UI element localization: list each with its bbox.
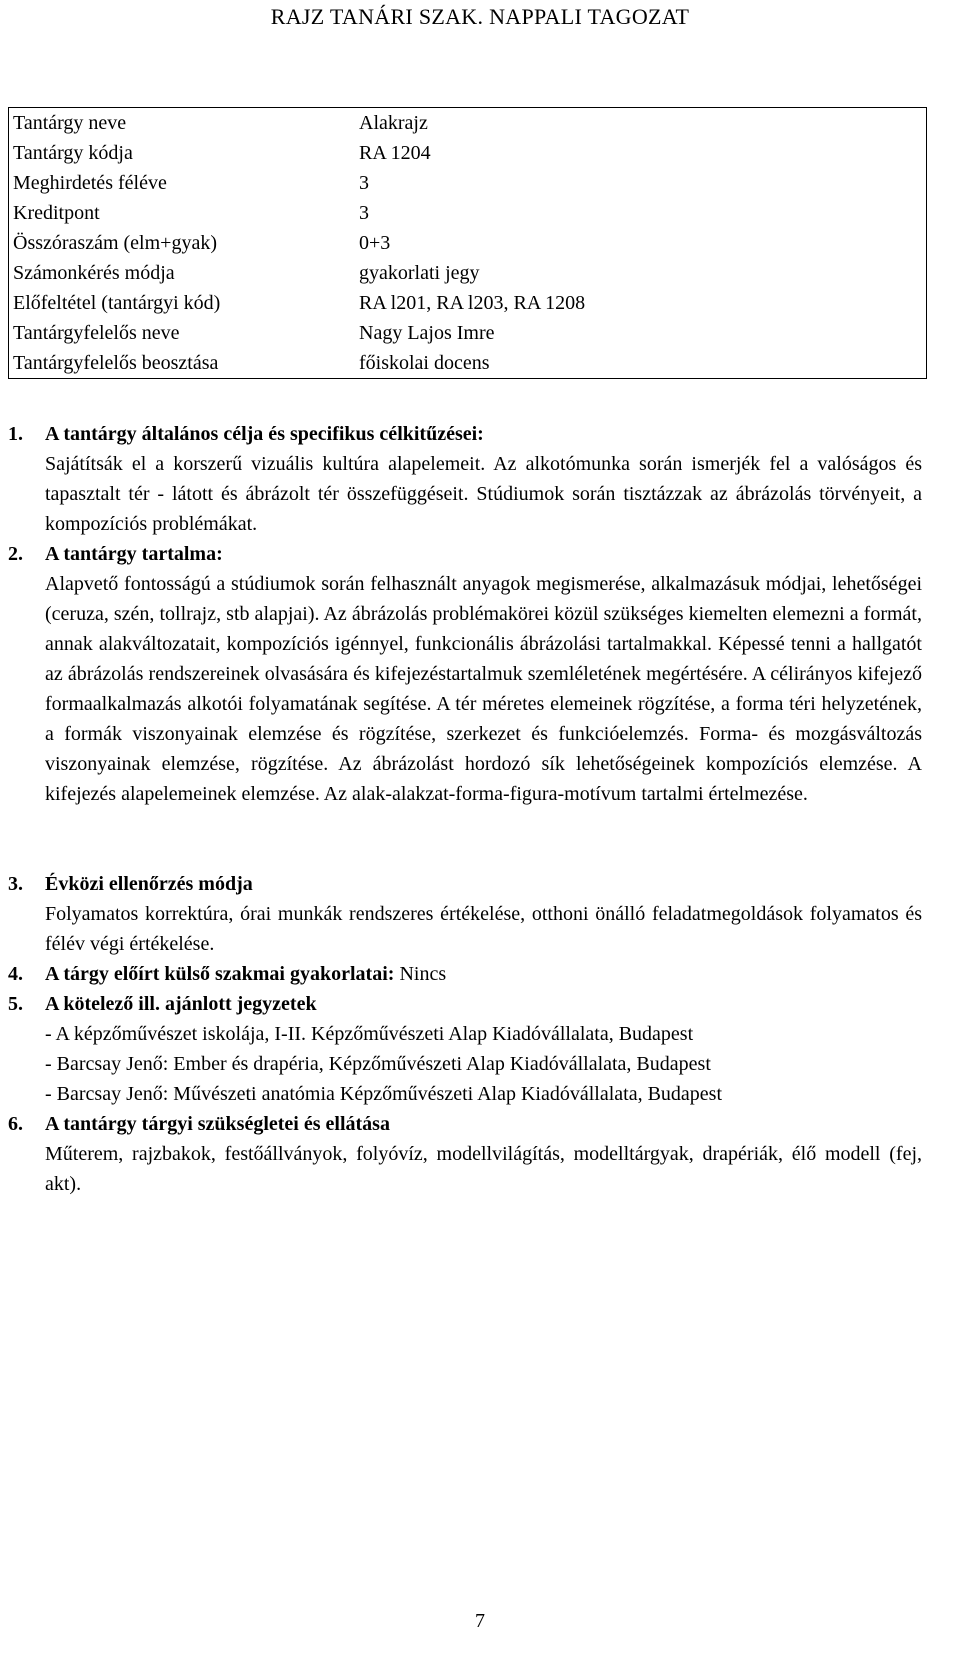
section-1-body: Sajátítsák el a korszerű vizuális kultúra alapelemeit. Az alkotómunka során ismerjék fel a valóságos és tapasztalt tér - látott és ábrázolt tér összefüggéseit. Stúdiumok során tisztázzak az ábrázolás törvényeit, a kompozíciós problémákat.: [45, 453, 922, 535]
info-value: RA l201, RA l203, RA 1208: [359, 292, 586, 314]
info-value: 0+3: [359, 232, 391, 254]
info-row: [9, 168, 927, 198]
section-6-number: 6.: [8, 1113, 23, 1135]
section-3-body: Folyamatos korrektúra, órai munkák rendszeres értékelése, otthoni önálló feladatmegoldások folyamatos és félév végi értékelése.: [45, 903, 922, 955]
section-4-value: Nincs: [399, 963, 447, 985]
section-5-number: 5.: [8, 993, 23, 1015]
info-value: főiskolai docens: [359, 352, 490, 374]
info-row: [9, 288, 927, 318]
section-6: [8, 1109, 922, 1199]
section-1-heading: [8, 419, 922, 449]
section-6-title: A tantárgy tárgyi szükségletei és ellátása: [45, 1113, 390, 1135]
section-5: [8, 989, 922, 1109]
section-1: [8, 419, 922, 539]
info-label: Tantárgy kódja: [13, 142, 133, 164]
section-3: [8, 869, 922, 959]
info-value: 3: [359, 172, 369, 194]
info-row: [9, 228, 927, 258]
section-5-list: [8, 1019, 922, 1109]
section-2-heading: [8, 539, 922, 569]
section-3-heading: [8, 869, 922, 899]
section-2-title: A tantárgy tartalma:: [45, 543, 223, 565]
info-value: 3: [359, 202, 369, 224]
section-5-title: A kötelező ill. ajánlott jegyzetek: [45, 993, 317, 1015]
section-6-body: Műterem, rajzbakok, festőállványok, folyóvíz, modellvilágítás, modelltárgyak, drapériák, élő modell (fej, akt).: [45, 1143, 922, 1195]
section-1-title: A tantárgy általános célja és specifikus célkitűzései:: [45, 423, 484, 445]
reference-item: - A képzőművészet iskolája, I-II. Képzőművészeti Alap Kiadóvállalata, Budapest: [45, 1023, 694, 1045]
info-label: Kreditpont: [13, 202, 100, 224]
page-number: 7: [475, 1610, 485, 1632]
section-2-body: Alapvető fontosságú a stúdiumok során felhasznált anyagok megismerése, alkalmazásuk módjai, lehetőségei (ceruza, szén, tollrajz, stb alapjai). Az ábrázolás problémakörei közül szükséges kiemelten elemezni a formát, annak alakváltozatait, kompozíciós igénnyel, funkcionális ábrázolási tartalmakkal. Képessé tenni a hallgatót az ábrázolás rendszereinek olvasására és kifejezéstartalmuk szemléletének megértésére. A célirányos kifejező formaalkalmazás alkotói folyamatának segítése. A tér méretes elemeinek rögzítése, a forma téri helyzetének, a formák viszonyainak elemzése és rögzítése, szerkezet és funkcióelemzés. Forma- és mozgásváltozás viszonyainak elemzése, rögzítése. Az ábrázolást hordozó sík lehetőségeinek kompozíciós elemzése. A kifejezés alapelemeinek elemzése. Az alak-alakzat-forma-figura-motívum tartalmi értelmezése.: [45, 573, 922, 805]
section-3-number: 3.: [8, 873, 23, 895]
section-2: [8, 539, 922, 809]
info-value: gyakorlati jegy: [359, 262, 480, 284]
section-3-title: Évközi ellenőrzés módja: [45, 873, 253, 895]
course-info-table: [8, 107, 927, 379]
section-6-heading: [8, 1109, 922, 1139]
page-header: RAJZ TANÁRI SZAK. NAPPALI TAGOZAT: [270, 4, 690, 29]
section-4-title: A tárgy előírt külső szakmai gyakorlatai:: [45, 963, 395, 985]
info-value: Nagy Lajos Imre: [359, 322, 495, 344]
section-4-number: 4.: [8, 963, 23, 985]
info-label: Tantárgy neve: [13, 112, 127, 134]
info-row: [9, 198, 927, 228]
info-row: [9, 258, 927, 288]
section-4-heading: [8, 959, 922, 989]
section-5-heading: [8, 989, 922, 1019]
info-value: Alakrajz: [359, 112, 428, 134]
info-label: Előfeltétel (tantárgyi kód): [13, 292, 221, 314]
section-4: [8, 959, 922, 989]
info-label: Összóraszám (elm+gyak): [13, 232, 217, 254]
info-row: [9, 318, 927, 348]
reference-item: - Barcsay Jenő: Ember és drapéria, Képzőművészeti Alap Kiadóvállalata, Budapest: [45, 1053, 711, 1075]
info-label: Tantárgyfelelős beosztása: [13, 352, 219, 374]
info-row: [9, 108, 927, 139]
section-2-number: 2.: [8, 543, 23, 565]
info-value: RA 1204: [359, 142, 431, 164]
info-label: Tantárgyfelelős neve: [13, 322, 180, 344]
reference-item: - Barcsay Jenő: Művészeti anatómia Képzőművészeti Alap Kiadóvállalata, Budapest: [45, 1083, 723, 1105]
section-1-number: 1.: [8, 423, 23, 445]
info-row: [9, 138, 927, 168]
info-label: Számonkérés módja: [13, 262, 175, 284]
info-label: Meghirdetés féléve: [13, 172, 167, 194]
info-row: [9, 348, 927, 379]
